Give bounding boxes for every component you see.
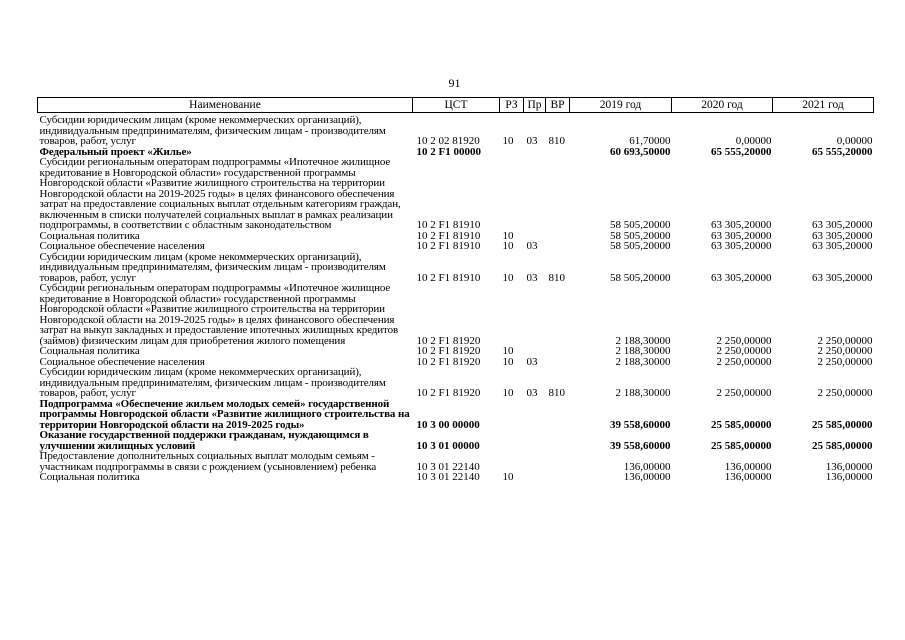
cell-y2020: 2 250,00000	[716, 345, 772, 357]
page-number: 91	[448, 76, 461, 90]
cell-y2021: 25 585,00000	[812, 418, 873, 431]
table-row	[38, 399, 874, 431]
cell-code: 10 2 F1 00000	[416, 145, 481, 158]
cell-y2020: 25 585,00000	[711, 418, 772, 431]
cell-vr	[546, 157, 570, 231]
cell-y2020: 0,00000	[735, 135, 772, 147]
table-row	[38, 451, 874, 472]
cell-pr: 03	[526, 240, 538, 252]
cell-pr	[524, 430, 546, 451]
cell-y2020: 63 305,20000	[711, 229, 772, 242]
cell-rz: 10	[502, 229, 514, 242]
cell-name: Предоставление дополнительных социальных выплат молодым семьям - участникам подпрограммы в связи с рождением (усыновлением) ребенка	[39, 450, 377, 473]
header-rz: РЗ	[500, 98, 524, 113]
cell-vr: 810	[548, 271, 565, 284]
cell-code: 10 2 F1 81920	[416, 387, 481, 399]
cell-y2021: 65 555,20000	[812, 145, 873, 158]
cell-name: Социальная политика	[39, 345, 140, 357]
cell-rz: 10	[502, 240, 514, 252]
cell-pr: 03	[526, 135, 538, 147]
cell-y2021: 2 250,00000	[817, 355, 873, 368]
cell-y2021: 63 305,20000	[812, 271, 873, 284]
cell-y2021: 63 305,20000	[812, 229, 873, 242]
cell-y2019: 58 505,20000	[610, 229, 671, 242]
cell-y2021: 2 250,00000	[817, 345, 873, 357]
cell-vr	[546, 241, 570, 252]
table-row	[38, 113, 874, 147]
cell-pr	[524, 472, 546, 483]
cell-rz: 10	[502, 135, 514, 147]
cell-vr	[546, 346, 570, 357]
header-name: Наименование	[38, 98, 413, 113]
table-row	[38, 252, 874, 284]
table-row	[38, 472, 874, 483]
cell-name: Подпрограмма «Обеспечение жильем молодых семей» государственной программы Новгородской области «Развитие жилищного строительства на территории Новгородской области на 2019-2025 годы»	[39, 397, 410, 431]
cell-y2019: 2 188,30000	[615, 355, 671, 368]
cell-rz	[500, 157, 524, 231]
table-row	[38, 367, 874, 399]
cell-vr	[546, 451, 570, 472]
cell-y2021: 136,00000	[825, 471, 873, 483]
cell-pr	[524, 157, 546, 231]
cell-y2021: 136,00000	[825, 460, 873, 473]
cell-y2021: 63 305,20000	[812, 219, 873, 231]
cell-y2020: 136,00000	[724, 471, 772, 483]
cell-name: Социальная политика	[39, 229, 140, 242]
cell-y2021: 63 305,20000	[812, 240, 873, 252]
header-pr: Пр	[524, 98, 546, 113]
cell-y2019: 39 558,60000	[610, 439, 671, 452]
cell-vr	[546, 283, 570, 346]
cell-code: 10 2 F1 81910	[416, 219, 481, 231]
cell-pr: 03	[526, 387, 538, 399]
cell-y2020: 65 555,20000	[711, 145, 772, 158]
cell-pr	[524, 399, 546, 431]
cell-rz: 10	[502, 387, 514, 399]
cell-name: Федеральный проект «Жилье»	[39, 145, 192, 158]
table-row	[38, 430, 874, 451]
header-2019: 2019 год	[570, 98, 672, 113]
cell-y2019: 2 188,30000	[615, 334, 671, 347]
cell-code: 10 2 F1 81920	[416, 355, 481, 368]
cell-y2019: 2 188,30000	[615, 345, 671, 357]
cell-y2019: 60 693,50000	[610, 145, 671, 158]
header-vr: ВР	[546, 98, 570, 113]
cell-rz	[500, 430, 524, 451]
table-row	[38, 157, 874, 231]
cell-code: 10 3 01 22140	[416, 460, 480, 473]
cell-name: Субсидии юридическим лицам (кроме некоммерческих организаций), индивидуальным предпринимателям, физическим лицам - производителям товаров, работ, услуг	[39, 250, 386, 284]
header-2020: 2020 год	[672, 98, 773, 113]
cell-name: Субсидии юридическим лицам (кроме некоммерческих организаций), индивидуальным предпринимателям, физическим лицам - производителям товаров, работ, услуг	[39, 366, 386, 399]
cell-y2021: 2 250,00000	[817, 387, 873, 399]
cell-rz: 10	[502, 471, 514, 483]
cell-code: 10 2 F1 81920	[416, 334, 481, 347]
cell-name: Субсидии юридическим лицам (кроме некоммерческих организаций), индивидуальным предпринимателям, физическим лицам - производителям товаров, работ, услуг	[39, 114, 386, 147]
header-code: ЦСТ	[413, 98, 500, 113]
cell-vr: 810	[548, 387, 565, 399]
cell-name: Социальная политика	[39, 471, 140, 483]
cell-vr	[546, 357, 570, 368]
cell-code: 10 2 F1 81910	[416, 271, 481, 284]
cell-rz: 10	[502, 355, 514, 368]
cell-name: Социальное обеспечение населения	[39, 240, 205, 252]
cell-y2020: 2 250,00000	[716, 334, 772, 347]
cell-code: 10 3 01 00000	[416, 439, 480, 452]
table-header-row	[38, 98, 874, 113]
budget-table	[37, 97, 874, 483]
cell-y2019: 136,00000	[623, 460, 671, 473]
cell-y2019: 58 505,20000	[610, 219, 671, 231]
cell-y2021: 2 250,00000	[817, 334, 873, 347]
cell-y2020: 136,00000	[724, 460, 772, 473]
cell-y2019: 58 505,20000	[610, 271, 671, 284]
cell-name: Субсидии региональным операторам подпрограммы «Ипотечное жилищное кредитование в Новгородской области» государственной программы Новгородской области «Развитие жилищного строительства на территории Новгородской области на 2019-2025 годы» в целях финансового обеспечения затрат на выкуп закладных и предоставление ипотечных жилищных кредитов (займов) физическим лицам для приобретения жилого помещения	[39, 282, 399, 347]
cell-rz	[500, 451, 524, 472]
cell-vr	[546, 147, 570, 158]
budget-table-container	[37, 97, 873, 483]
cell-y2020: 2 250,00000	[716, 387, 772, 399]
cell-vr	[546, 472, 570, 483]
cell-rz	[500, 399, 524, 431]
header-2021: 2021 год	[773, 98, 874, 113]
cell-y2019: 61,70000	[629, 135, 671, 147]
cell-y2020: 63 305,20000	[711, 219, 772, 231]
cell-pr	[524, 346, 546, 357]
cell-vr: 810	[548, 135, 565, 147]
cell-vr	[546, 430, 570, 451]
cell-name: Оказание государственной поддержки гражданам, нуждающимся в улучшении жилищных условий	[39, 429, 369, 452]
cell-pr: 03	[526, 271, 538, 284]
cell-code: 10 2 02 81920	[416, 135, 480, 147]
cell-pr: 03	[526, 355, 538, 368]
cell-y2019: 58 505,20000	[610, 240, 671, 252]
cell-rz: 10	[502, 271, 514, 284]
cell-y2021: 25 585,00000	[812, 439, 873, 452]
cell-name: Социальное обеспечение населения	[39, 355, 205, 368]
table-row	[38, 241, 874, 252]
cell-pr	[524, 147, 546, 158]
cell-name: Субсидии региональным операторам подпрограммы «Ипотечное жилищное кредитование в Новгородской области» государственной программы Новгородской области «Развитие жилищного строительства на территории Новгородской области на 2019-2025 годы» в целях финансового обеспечения затрат на предоставление социальных выплат отдельным категориям граждан, включенным в списки получателей социальных выплат в рамках реализации подпрограммы, в соответствии с областным законодательством	[39, 156, 401, 231]
cell-y2020: 2 250,00000	[716, 355, 772, 368]
table-row	[38, 346, 874, 357]
cell-y2019: 2 188,30000	[615, 387, 671, 399]
cell-y2019: 136,00000	[623, 471, 671, 483]
cell-y2019: 39 558,60000	[610, 418, 671, 431]
cell-code: 10 2 F1 81910	[416, 240, 481, 252]
cell-pr	[524, 451, 546, 472]
table-body	[38, 113, 874, 483]
table-row	[38, 283, 874, 346]
cell-y2020: 63 305,20000	[711, 240, 772, 252]
cell-y2021: 0,00000	[836, 135, 873, 147]
cell-code: 10 2 F1 81920	[416, 345, 481, 357]
cell-rz: 10	[502, 345, 514, 357]
cell-y2020: 63 305,20000	[711, 271, 772, 284]
cell-rz	[500, 283, 524, 346]
cell-code: 10 2 F1 81910	[416, 229, 481, 242]
cell-vr	[546, 231, 570, 242]
cell-pr	[524, 283, 546, 346]
cell-vr	[546, 399, 570, 431]
cell-code: 10 3 00 00000	[416, 418, 480, 431]
cell-rz	[500, 147, 524, 158]
cell-y2020: 25 585,00000	[711, 439, 772, 452]
cell-code: 10 3 01 22140	[416, 471, 480, 483]
